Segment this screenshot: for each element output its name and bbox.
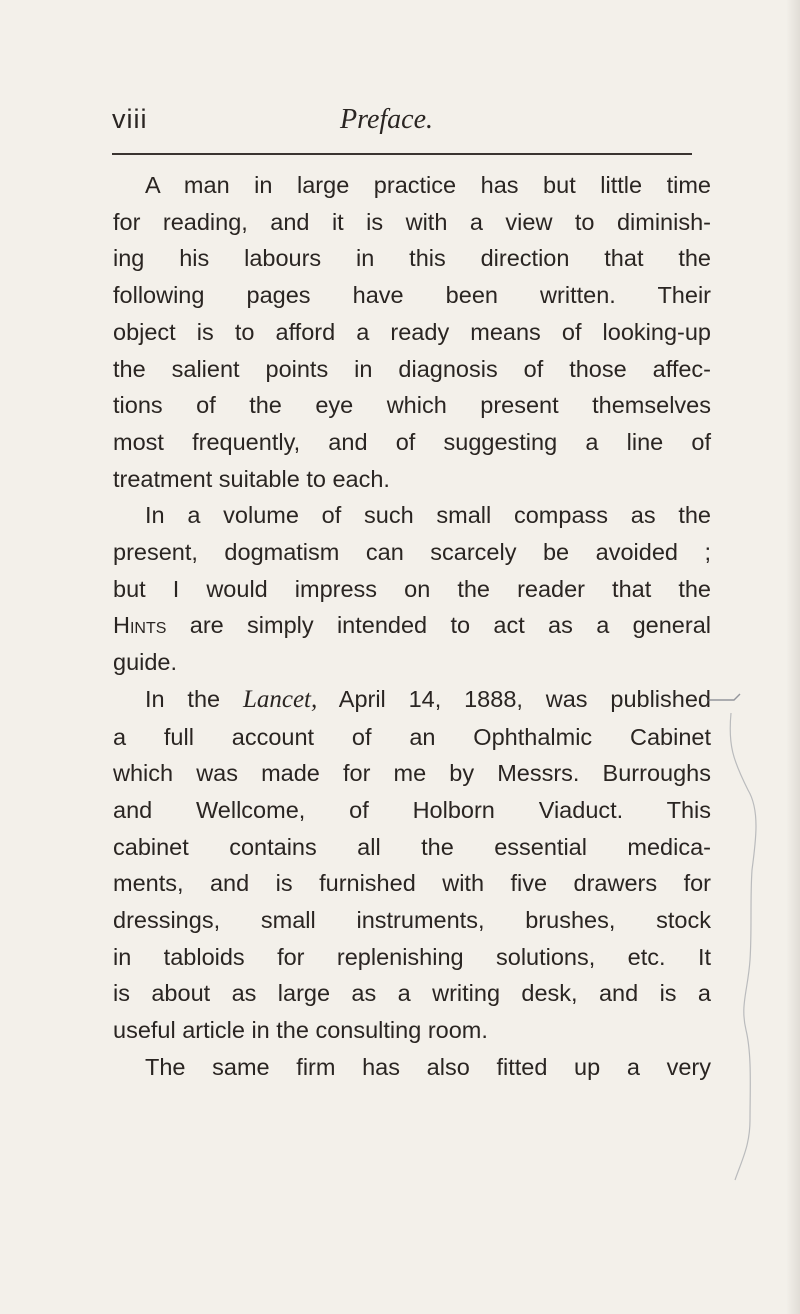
page-number: viii <box>112 104 148 134</box>
paragraph-1 <box>113 167 711 497</box>
text-line: in tabloids for replenishing solutions, etc. It <box>113 943 711 970</box>
text-line: following pages have been written. Their <box>113 282 711 309</box>
text-line: treatment suitable to each. <box>113 465 390 492</box>
text-line: A man in large practice has but little time <box>145 172 711 198</box>
text-fragment: In the <box>145 685 243 712</box>
text-line <box>113 681 711 719</box>
text-line: a full account of an Ophthalmic Cabinet <box>113 723 711 750</box>
paragraph-2 <box>113 497 711 681</box>
text-line: ments, and is furnished with five drawers for <box>113 870 711 897</box>
text-line: guide. <box>113 649 178 676</box>
text-line: tions of the eye which present themselves <box>113 392 711 419</box>
lancet-title: Lancet, <box>242 685 318 713</box>
text-line: the salient points in diagnosis of those affec- <box>113 355 711 382</box>
text-line: object is to afford a ready means of looking-up <box>113 318 711 345</box>
paragraph-4 <box>113 1049 711 1086</box>
text-line: most frequently, and of suggesting a line of <box>113 428 711 455</box>
text-line: and Wellcome, of Holborn Viaduct. This <box>113 796 711 823</box>
text-fragment: are simply intended to act as a general <box>166 612 711 639</box>
text-line: present, dogmatism can scarcely be avoided ; <box>113 539 711 566</box>
text-line: ing his labours in this direction that the <box>113 245 711 272</box>
text-line <box>113 607 711 644</box>
text-line: The same firm has also fitted up a very <box>145 1053 711 1080</box>
hints-word: Hints <box>113 612 167 639</box>
page-header <box>112 104 712 144</box>
text-line: In a volume of such small compass as the <box>145 502 711 529</box>
text-fragment: April 14, 1888, was published <box>317 685 711 712</box>
text-line: useful article in the consulting room. <box>113 1017 488 1044</box>
running-head: Preface. <box>340 104 434 135</box>
text-line: for reading, and it is with a view to diminish- <box>113 208 711 235</box>
header-rule <box>112 153 692 155</box>
page-edge-shadow <box>786 0 800 1314</box>
body-text <box>113 167 711 1086</box>
text-line: dressings, small instruments, brushes, stock <box>113 907 711 934</box>
text-line: but I would impress on the reader that the <box>113 575 711 602</box>
text-line: is about as large as a writing desk, and is a <box>113 980 711 1007</box>
text-line: which was made for me by Messrs. Burroughs <box>113 760 711 787</box>
text-line: cabinet contains all the essential medica- <box>113 833 711 860</box>
paragraph-3 <box>113 681 711 1049</box>
